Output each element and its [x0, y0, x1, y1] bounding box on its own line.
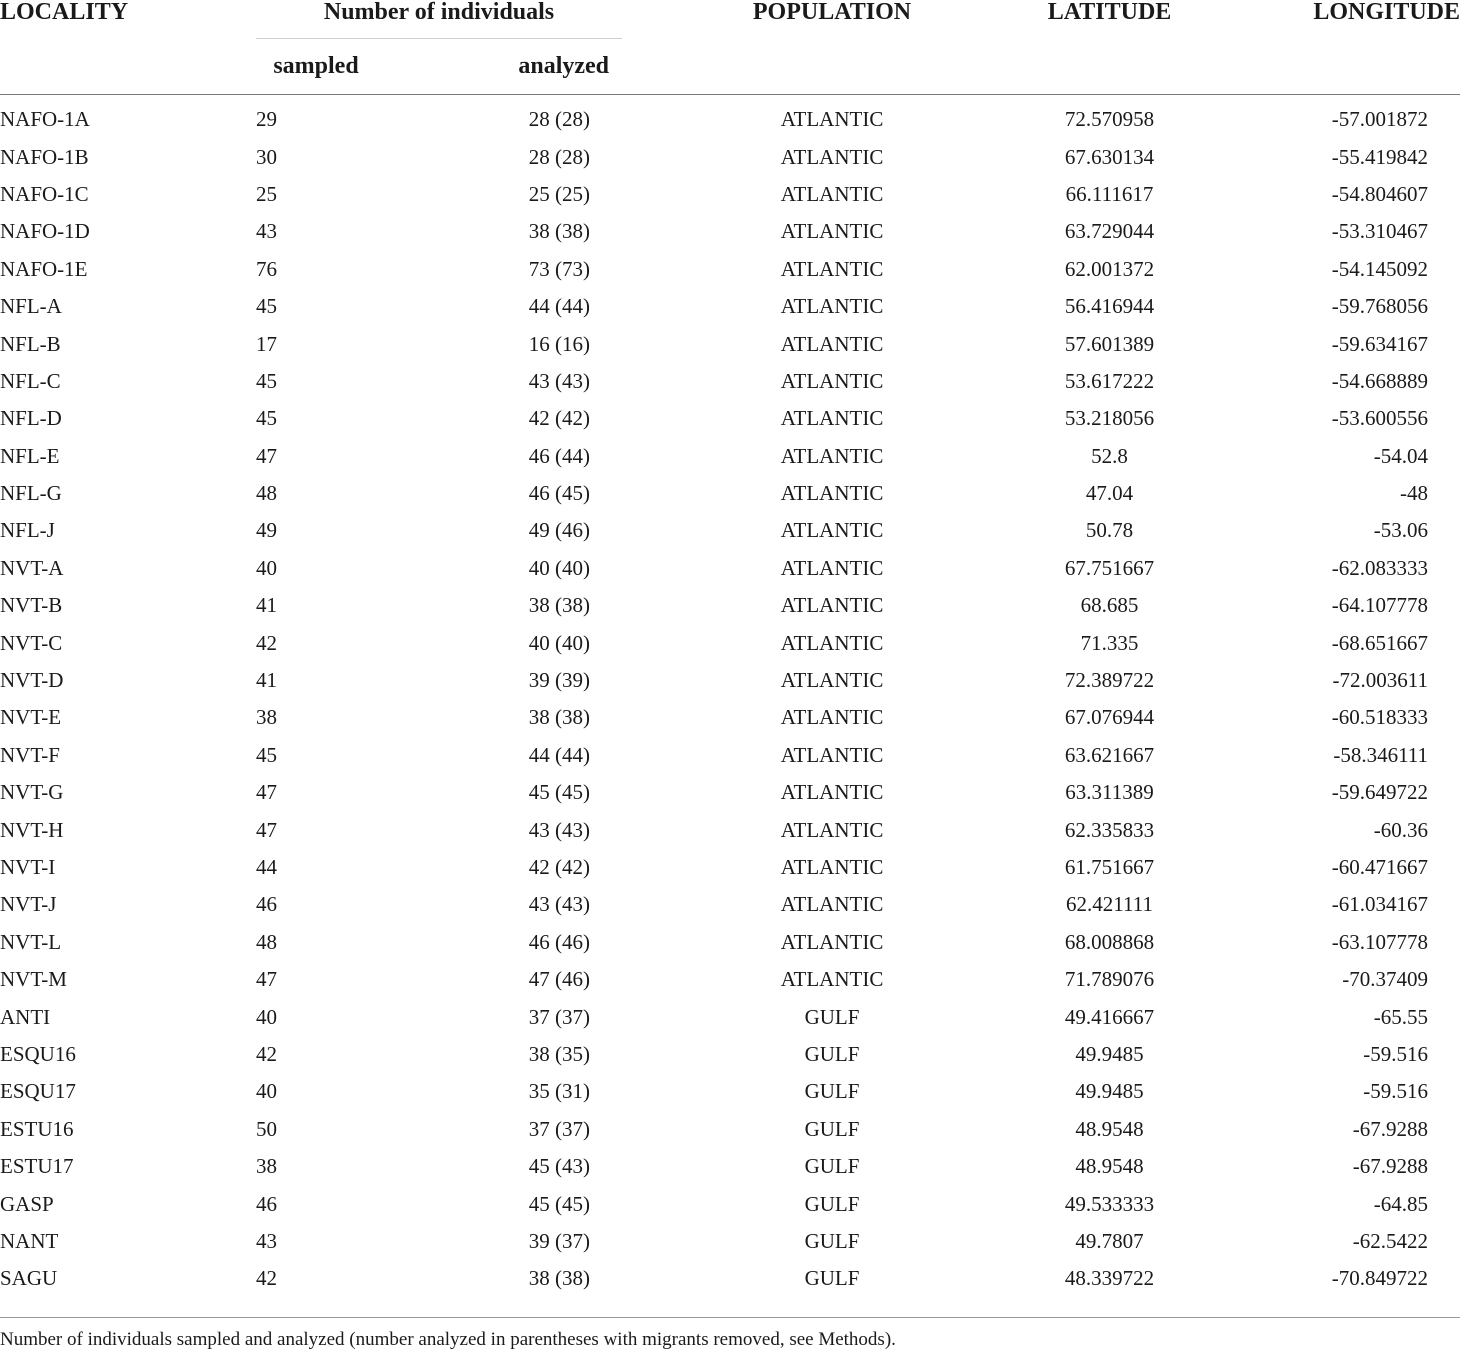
table-row [0, 251, 1460, 288]
cell-sampled: 47 [256, 967, 277, 992]
table-row [0, 587, 1460, 624]
cell-locality: NAFO-1E [0, 256, 88, 281]
cell-latitude: 49.9485 [1075, 1041, 1144, 1066]
cell-locality: NFL-C [0, 368, 61, 393]
cell-population: ATLANTIC [780, 892, 884, 917]
cell-sampled: 42 [256, 630, 277, 655]
header-empty-cell [0, 38, 256, 95]
cell-longitude: -68.651667 [1331, 630, 1429, 655]
cell-longitude: -64.85 [1373, 1191, 1429, 1216]
cell-latitude: 67.630134 [1064, 144, 1155, 169]
cell-population: ATLANTIC [780, 668, 884, 693]
cell-population: ATLANTIC [780, 630, 884, 655]
cell-longitude: -57.001872 [1331, 107, 1429, 132]
cell-analyzed: 37 (37) [528, 1116, 591, 1141]
cell-locality: NVT-G [0, 780, 64, 805]
cell-locality: NFL-A [0, 294, 62, 319]
cell-locality: NVT-J [0, 892, 57, 917]
table-row [0, 886, 1460, 923]
table-row [0, 1148, 1460, 1185]
cell-longitude: -67.9288 [1352, 1154, 1429, 1179]
cell-longitude: -72.003611 [1332, 668, 1429, 693]
cell-population: GULF [804, 1079, 860, 1104]
cell-sampled: 45 [256, 742, 277, 767]
cell-locality: NVT-D [0, 668, 64, 693]
cell-locality: NVT-A [0, 555, 64, 580]
cell-analyzed: 39 (39) [528, 668, 591, 693]
cell-longitude: -62.083333 [1331, 555, 1429, 580]
table-row [0, 1223, 1460, 1260]
cell-sampled: 47 [256, 817, 277, 842]
cell-analyzed: 49 (46) [528, 518, 591, 543]
cell-latitude: 53.617222 [1064, 368, 1155, 393]
cell-longitude: -64.107778 [1331, 593, 1429, 618]
cell-latitude: 48.339722 [1064, 1266, 1155, 1291]
header-empty-cell [1177, 38, 1460, 95]
cell-longitude: -59.649722 [1331, 780, 1429, 805]
cell-locality: NVT-H [0, 817, 64, 842]
header-locality: LOCALITY [0, 0, 129, 25]
cell-sampled: 46 [256, 1191, 277, 1216]
table-row [0, 550, 1460, 587]
cell-analyzed: 44 (44) [528, 742, 591, 767]
cell-analyzed: 38 (38) [528, 219, 591, 244]
cell-sampled: 50 [256, 1116, 277, 1141]
cell-latitude: 57.601389 [1064, 331, 1155, 356]
cell-longitude: -54.04 [1373, 443, 1429, 468]
cell-longitude: -59.634167 [1331, 331, 1429, 356]
cell-analyzed: 38 (38) [528, 1266, 591, 1291]
cell-population: ATLANTIC [780, 219, 884, 244]
cell-sampled: 40 [256, 555, 277, 580]
cell-analyzed: 45 (45) [528, 1191, 591, 1216]
cell-population: GULF [804, 1154, 860, 1179]
cell-latitude: 53.218056 [1064, 406, 1155, 431]
cell-latitude: 47.04 [1085, 481, 1134, 506]
cell-longitude: -70.37409 [1342, 967, 1429, 992]
cell-sampled: 17 [256, 331, 277, 356]
table-row [0, 961, 1460, 998]
table-row [0, 288, 1460, 325]
cell-latitude: 49.533333 [1064, 1191, 1155, 1216]
cell-population: ATLANTIC [780, 331, 884, 356]
header-empty-cell [622, 38, 1042, 95]
cell-analyzed: 43 (43) [528, 817, 591, 842]
cell-sampled: 41 [256, 593, 277, 618]
cell-locality: NVT-C [0, 630, 63, 655]
cell-population: ATLANTIC [780, 294, 884, 319]
cell-sampled: 45 [256, 406, 277, 431]
cell-sampled: 48 [256, 481, 277, 506]
cell-longitude: -53.600556 [1331, 406, 1429, 431]
table-row [0, 512, 1460, 549]
table-row [0, 811, 1460, 848]
cell-longitude: -58.346111 [1333, 742, 1429, 767]
cell-sampled: 45 [256, 368, 277, 393]
table-row [0, 924, 1460, 961]
cell-longitude: -65.55 [1373, 1004, 1429, 1029]
cell-longitude: -70.849722 [1331, 1266, 1429, 1291]
cell-population: GULF [804, 1116, 860, 1141]
cell-analyzed: 45 (45) [528, 780, 591, 805]
cell-locality: ESTU16 [0, 1116, 74, 1141]
table-body [0, 95, 1460, 1298]
header-number-of-individuals: Number of individuals [323, 0, 555, 25]
cell-analyzed: 43 (43) [528, 368, 591, 393]
cell-population: GULF [804, 1041, 860, 1066]
header-longitude: LONGITUDE [1313, 0, 1460, 25]
cell-locality: NVT-E [0, 705, 62, 730]
table-row [0, 849, 1460, 886]
table-row [0, 1073, 1460, 1110]
cell-population: GULF [804, 1266, 860, 1291]
cell-sampled: 43 [256, 219, 277, 244]
cell-longitude: -60.471667 [1331, 855, 1429, 879]
cell-locality: NAFO-1C [0, 181, 89, 206]
cell-population: ATLANTIC [780, 443, 884, 468]
cell-locality: ANTI [0, 1004, 51, 1029]
table-row [0, 1111, 1460, 1148]
cell-locality: NVT-I [0, 855, 56, 879]
cell-population: ATLANTIC [780, 481, 884, 506]
cell-locality: SAGU [0, 1266, 58, 1291]
cell-analyzed: 46 (44) [528, 443, 591, 468]
cell-population: ATLANTIC [780, 406, 884, 431]
cell-analyzed: 43 (43) [528, 892, 591, 917]
cell-analyzed: 46 (46) [528, 929, 591, 954]
cell-population: ATLANTIC [780, 705, 884, 730]
cell-longitude: -63.107778 [1331, 929, 1429, 954]
table-row [0, 176, 1460, 213]
cell-longitude: -55.419842 [1331, 144, 1429, 169]
cell-analyzed: 38 (38) [528, 705, 591, 730]
cell-locality: ESQU17 [0, 1079, 76, 1104]
table-header [0, 0, 1460, 95]
cell-locality: ESTU17 [0, 1154, 74, 1179]
cell-analyzed: 44 (44) [528, 294, 591, 319]
cell-sampled: 38 [256, 705, 277, 730]
cell-longitude: -62.5422 [1352, 1228, 1429, 1253]
cell-population: GULF [804, 1228, 860, 1253]
cell-population: ATLANTIC [780, 144, 884, 169]
cell-sampled: 46 [256, 892, 277, 917]
cell-sampled: 47 [256, 780, 277, 805]
table-row [0, 213, 1460, 250]
cell-analyzed: 37 (37) [528, 1004, 591, 1029]
cell-sampled: 45 [256, 294, 277, 319]
cell-longitude: -54.145092 [1331, 256, 1429, 281]
table-footnote: Number of individuals sampled and analyzed (number analyzed in parentheses with migrants removed, see Methods). [0, 1329, 896, 1350]
cell-latitude: 61.751667 [1064, 855, 1155, 879]
cell-analyzed: 28 (28) [528, 144, 591, 169]
cell-longitude: -54.804607 [1331, 181, 1429, 206]
cell-locality: NAFO-1A [0, 107, 90, 132]
cell-locality: NFL-D [0, 406, 62, 431]
table-row [0, 699, 1460, 736]
cell-longitude: -53.06 [1373, 518, 1429, 543]
cell-analyzed: 39 (37) [528, 1228, 591, 1253]
cell-longitude: -59.768056 [1331, 294, 1429, 319]
cell-analyzed: 40 (40) [528, 630, 591, 655]
cell-sampled: 25 [256, 181, 277, 206]
cell-population: ATLANTIC [780, 256, 884, 281]
header-analyzed: analyzed [518, 53, 610, 79]
cell-locality: NAFO-1D [0, 219, 90, 244]
cell-latitude: 62.335833 [1064, 817, 1155, 842]
cell-locality: ESQU16 [0, 1041, 76, 1066]
header-empty-cell [1042, 38, 1177, 95]
cell-analyzed: 73 (73) [528, 256, 591, 281]
cell-latitude: 48.9548 [1075, 1154, 1144, 1179]
cell-population: ATLANTIC [780, 518, 884, 543]
cell-locality: NAFO-1B [0, 144, 89, 169]
header-row-sub [0, 38, 1460, 95]
cell-longitude: -60.36 [1373, 817, 1429, 842]
cell-latitude: 63.311389 [1065, 780, 1154, 805]
cell-latitude: 72.570958 [1064, 107, 1155, 132]
cell-sampled: 38 [256, 1154, 277, 1179]
subheader-rule [256, 38, 622, 39]
cell-analyzed: 47 (46) [528, 967, 591, 992]
cell-latitude: 49.416667 [1064, 1004, 1155, 1029]
cell-analyzed: 42 (42) [528, 406, 591, 431]
cell-population: GULF [804, 1191, 860, 1216]
cell-longitude: -54.668889 [1331, 368, 1429, 393]
cell-sampled: 48 [256, 929, 277, 954]
cell-population: ATLANTIC [780, 593, 884, 618]
header-sampled: sampled [273, 53, 359, 79]
cell-sampled: 40 [256, 1079, 277, 1104]
table-row [0, 138, 1460, 175]
cell-analyzed: 28 (28) [528, 107, 591, 132]
cell-locality: NVT-B [0, 593, 63, 618]
table-row [0, 95, 1460, 139]
cell-sampled: 44 [256, 855, 277, 879]
cell-population: ATLANTIC [780, 181, 884, 206]
footnote-rule [0, 1317, 1460, 1318]
cell-population: ATLANTIC [780, 855, 884, 879]
cell-locality: NANT [0, 1228, 59, 1253]
cell-latitude: 68.008868 [1064, 929, 1155, 954]
cell-longitude: -59.516 [1363, 1079, 1429, 1104]
cell-locality: NFL-B [0, 331, 61, 356]
table-row [0, 998, 1460, 1035]
cell-sampled: 42 [256, 1266, 277, 1291]
cell-latitude: 62.001372 [1064, 256, 1155, 281]
table-row [0, 624, 1460, 661]
table-row [0, 363, 1460, 400]
cell-latitude: 49.9485 [1075, 1079, 1144, 1104]
cell-population: ATLANTIC [780, 555, 884, 580]
table-row [0, 1185, 1460, 1222]
table-row [0, 1260, 1460, 1297]
cell-latitude: 71.335 [1080, 630, 1139, 655]
cell-locality: NFL-J [0, 518, 55, 543]
cell-analyzed: 35 (31) [528, 1079, 591, 1104]
cell-latitude: 62.421111 [1066, 892, 1153, 917]
table-row [0, 1036, 1460, 1073]
cell-latitude: 71.789076 [1064, 967, 1155, 992]
header-latitude: LATITUDE [1047, 0, 1172, 25]
cell-longitude: -60.518333 [1331, 705, 1429, 730]
cell-locality: NFL-E [0, 443, 60, 468]
table-row [0, 475, 1460, 512]
cell-population: ATLANTIC [780, 817, 884, 842]
cell-longitude: -48 [1400, 481, 1429, 506]
table-row [0, 774, 1460, 811]
cell-analyzed: 16 (16) [528, 331, 591, 356]
cell-population: GULF [804, 1004, 860, 1029]
cell-latitude: 68.685 [1080, 593, 1139, 618]
cell-analyzed: 46 (45) [528, 481, 591, 506]
cell-latitude: 52.8 [1091, 443, 1128, 468]
header-row-top [0, 0, 1460, 38]
cell-locality: NVT-F [0, 742, 60, 767]
cell-sampled: 47 [256, 443, 277, 468]
table-row [0, 325, 1460, 362]
table-row [0, 662, 1460, 699]
cell-population: ATLANTIC [780, 368, 884, 393]
cell-latitude: 67.751667 [1064, 555, 1155, 580]
cell-latitude: 50.78 [1085, 518, 1134, 543]
cell-analyzed: 38 (38) [528, 593, 591, 618]
cell-sampled: 76 [256, 256, 277, 281]
cell-locality: NFL-G [0, 481, 62, 506]
cell-longitude: -53.310467 [1331, 219, 1429, 244]
cell-latitude: 56.416944 [1064, 294, 1155, 319]
cell-analyzed: 45 (43) [528, 1154, 591, 1179]
cell-latitude: 49.7807 [1075, 1228, 1144, 1253]
cell-longitude: -61.034167 [1331, 892, 1429, 917]
cell-analyzed: 40 (40) [528, 555, 591, 580]
cell-latitude: 63.729044 [1064, 219, 1155, 244]
cell-latitude: 48.9548 [1075, 1116, 1144, 1141]
table-row [0, 438, 1460, 475]
cell-sampled: 49 [256, 518, 277, 543]
cell-sampled: 29 [256, 107, 277, 132]
cell-latitude: 66.111617 [1065, 181, 1154, 206]
cell-locality: NVT-L [0, 929, 62, 954]
cell-longitude: -67.9288 [1352, 1116, 1429, 1141]
cell-latitude: 67.076944 [1064, 705, 1155, 730]
cell-population: ATLANTIC [780, 967, 884, 992]
header-population: POPULATION [752, 0, 912, 25]
cell-population: ATLANTIC [780, 929, 884, 954]
cell-sampled: 43 [256, 1228, 277, 1253]
cell-sampled: 42 [256, 1041, 277, 1066]
cell-sampled: 40 [256, 1004, 277, 1029]
table-row [0, 737, 1460, 774]
cell-latitude: 72.389722 [1064, 668, 1155, 693]
cell-population: ATLANTIC [780, 107, 884, 132]
cell-locality: GASP [0, 1191, 54, 1216]
table-row [0, 400, 1460, 437]
cell-sampled: 30 [256, 144, 277, 169]
cell-population: ATLANTIC [780, 780, 884, 805]
cell-sampled: 41 [256, 668, 277, 693]
cell-population: ATLANTIC [780, 742, 884, 767]
cell-analyzed: 38 (35) [528, 1041, 591, 1066]
cell-locality: NVT-M [0, 967, 67, 992]
cell-analyzed: 25 (25) [528, 181, 591, 206]
cell-latitude: 63.621667 [1064, 742, 1155, 767]
cell-longitude: -59.516 [1363, 1041, 1429, 1066]
cell-analyzed: 42 (42) [528, 855, 591, 879]
